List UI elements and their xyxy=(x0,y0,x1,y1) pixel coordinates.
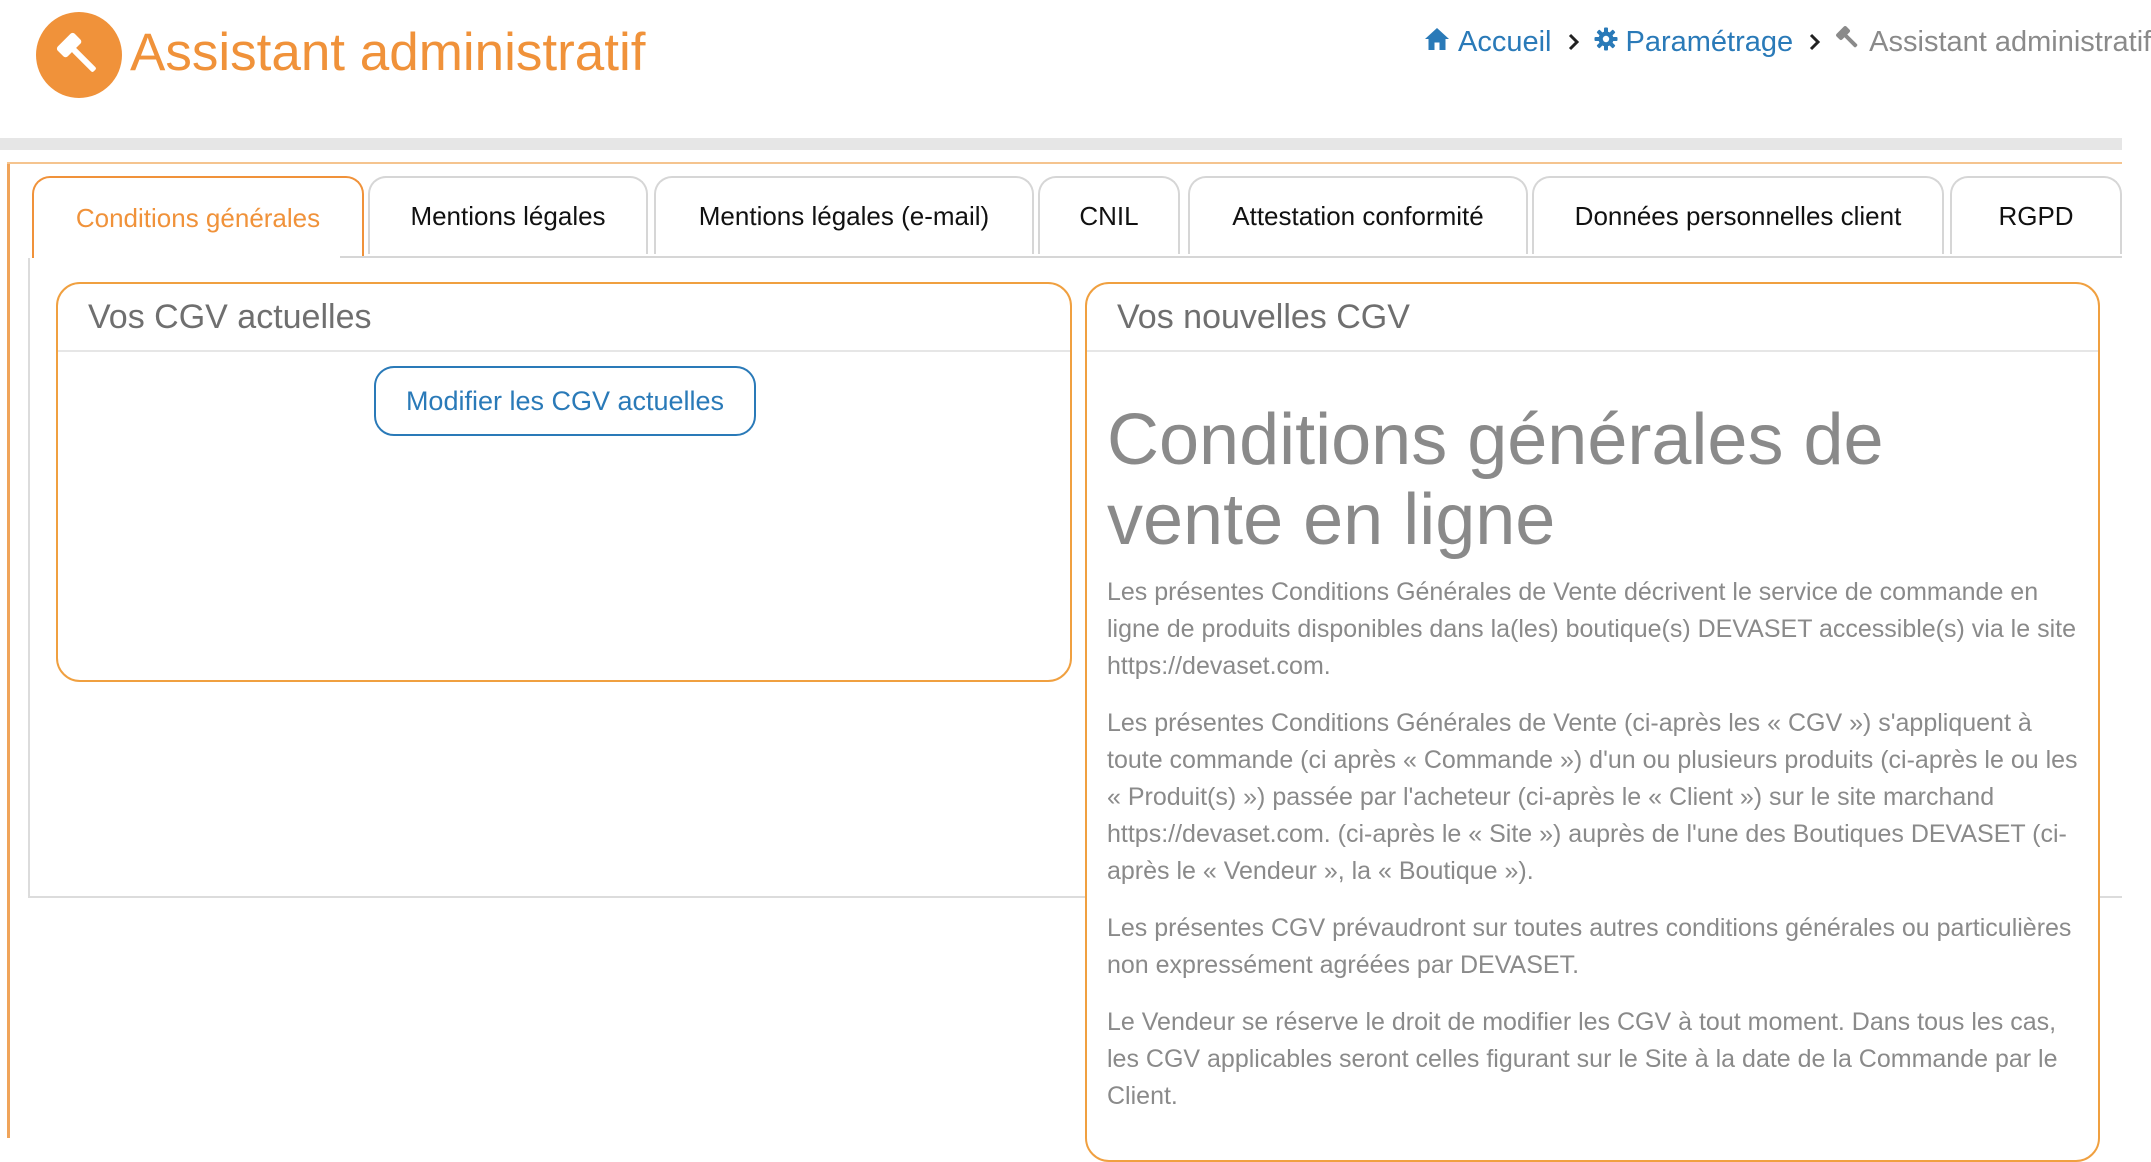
breadcrumb-current: Assistant administratif xyxy=(1869,25,2151,58)
tab-label: CNIL xyxy=(1079,200,1139,231)
cgv-paragraph: Les présentes Conditions Générales de Vente (ci-après les « CGV ») s'appliquent à toute commande (ci après « Commande ») d'un ou plusieurs produits (ci-après le ou les « Produit(s) ») passée par l'acheteur (ci-après le « Client ») sur le site marchand https://devaset.com. (ci-après le « Site ») auprès de l'une des Boutiques DEVASET (ci-après le « Vendeur », la « Boutique »). xyxy=(1107,709,2078,885)
new-cgv-title: Vos nouvelles CGV xyxy=(1117,298,1410,336)
tab-conditions-generales[interactable] xyxy=(32,176,364,258)
breadcrumb-item-current xyxy=(1835,25,2151,59)
tab-mentions-legales-email[interactable] xyxy=(654,176,1034,254)
tab-label: Mentions légales (e-mail) xyxy=(698,200,990,231)
new-cgv-card-header xyxy=(1087,284,2098,352)
cgv-document-heading: Conditions générales de vente en ligne xyxy=(1107,400,1884,560)
header-divider xyxy=(0,138,2122,150)
tab-label: Mentions légales xyxy=(410,200,606,231)
edit-current-cgv-button[interactable]: Modifier les CGV actuelles xyxy=(374,366,756,436)
chevron-right-icon xyxy=(1809,26,1821,59)
app-title: Assistant administratif xyxy=(130,23,646,82)
breadcrumb-item-settings[interactable] xyxy=(1594,26,1794,59)
gavel-icon xyxy=(1835,25,1861,59)
gavel-icon xyxy=(36,12,122,98)
tab-donnees-personnelles-client[interactable] xyxy=(1532,176,1944,254)
new-cgv-card xyxy=(1085,282,2100,1162)
content-frame-top xyxy=(7,162,2122,164)
cgv-document xyxy=(1107,400,2079,1135)
tab-label: Données personnelles client xyxy=(1574,200,1902,231)
tab-label: RGPD xyxy=(1998,200,2074,231)
current-cgv-title: Vos CGV actuelles xyxy=(88,298,372,336)
tab-label: Attestation conformité xyxy=(1232,200,1484,231)
breadcrumb xyxy=(1424,20,2151,64)
current-cgv-card xyxy=(56,282,1072,682)
breadcrumb-item-home[interactable] xyxy=(1424,26,1552,59)
breadcrumb-link-home[interactable]: Accueil xyxy=(1458,25,1552,58)
tab-label: Conditions générales xyxy=(75,202,321,233)
content-frame-left xyxy=(7,162,10,1138)
app-header xyxy=(0,0,2151,138)
tab-cnil[interactable] xyxy=(1038,176,1180,254)
home-icon xyxy=(1424,26,1450,59)
breadcrumb-link-settings[interactable]: Paramétrage xyxy=(1625,25,1794,58)
current-cgv-card-header xyxy=(58,284,1070,352)
chevron-right-icon xyxy=(1568,26,1580,59)
gear-icon xyxy=(1594,26,1618,59)
cgv-paragraph: Le Vendeur se réserve le droit de modifier les CGV à tout moment. Dans tous les cas, les CGV applicables seront celles figurant sur le Site à la date de la Commande par le Client. xyxy=(1107,1008,2058,1110)
cgv-paragraph: Les présentes CGV prévaudront sur toutes autres conditions générales ou particulières non expressément agréées par DEVASET. xyxy=(1107,914,2072,979)
tab-rgpd[interactable] xyxy=(1950,176,2122,254)
tab-attestation-conformite[interactable] xyxy=(1188,176,1528,254)
cgv-paragraph: Les présentes Conditions Générales de Vente décrivent le service de commande en ligne de produits disponibles dans la(les) boutique(s) DEVASET accessible(s) via le site https://devaset.com. xyxy=(1107,578,2076,680)
tab-mentions-legales[interactable] xyxy=(368,176,648,254)
